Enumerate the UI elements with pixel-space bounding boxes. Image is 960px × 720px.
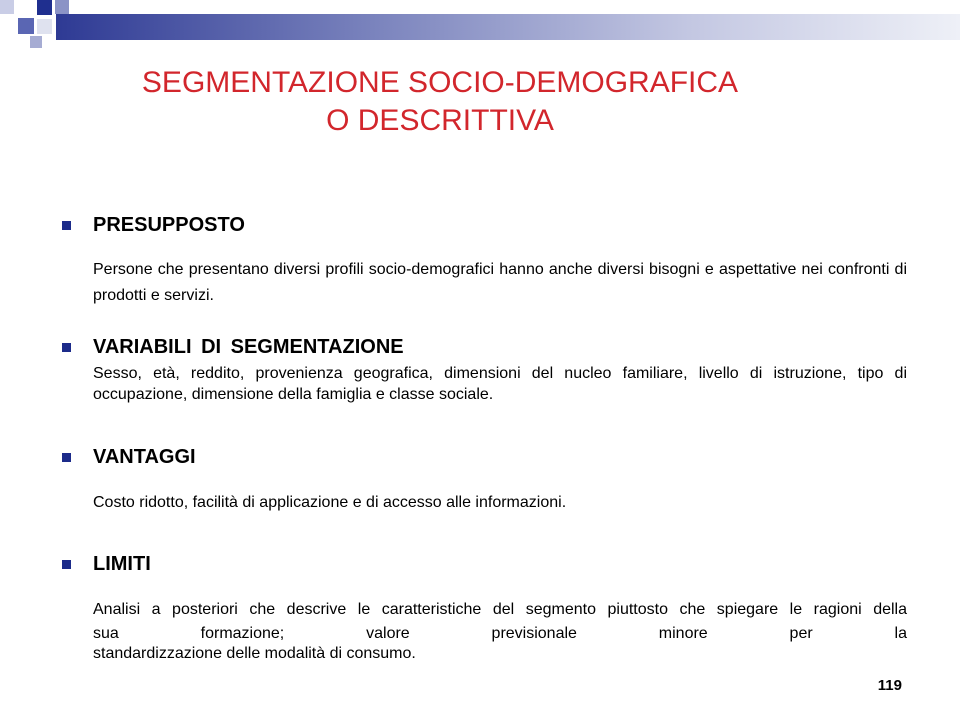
square-bullet-icon bbox=[62, 560, 71, 569]
header-gradient-bar bbox=[56, 14, 960, 40]
section-text bbox=[93, 598, 907, 662]
decor-square bbox=[0, 0, 14, 14]
section-presupposto bbox=[62, 214, 907, 309]
decor-square bbox=[37, 19, 52, 34]
square-bullet-icon bbox=[62, 221, 71, 230]
decor-square bbox=[30, 36, 42, 48]
slide-title-line1: SEGMENTAZIONE SOCIO-DEMOGRAFICA bbox=[141, 66, 739, 99]
section-heading: LIMITI bbox=[93, 553, 151, 575]
section-text-last-line: standardizzazione delle modalità di consumo. bbox=[93, 645, 416, 662]
decor-square bbox=[55, 0, 69, 14]
page-number: 119 bbox=[877, 677, 902, 694]
section-heading: VARIABILI DI SEGMENTAZIONE bbox=[93, 336, 404, 358]
section-heading: PRESUPPOSTO bbox=[93, 214, 245, 236]
section-text-main: Analisi a posteriori che descrive le caratteristiche del segmento piuttosto che spiegare le ragioni della sua formazione; valore previsionale minore per la bbox=[93, 601, 907, 642]
square-bullet-icon bbox=[62, 343, 71, 352]
section-text: Sesso, età, reddito, provenienza geografica, dimensioni del nucleo familiare, livello di istruzione, tipo di occupazione, dimensione della famiglia e classe sociale. bbox=[93, 365, 907, 403]
slide-title bbox=[40, 64, 840, 140]
section-heading: VANTAGGI bbox=[93, 446, 196, 468]
section-limiti bbox=[62, 553, 907, 662]
decor-square bbox=[37, 0, 52, 15]
section-text: Costo ridotto, facilità di applicazione e di accesso alle informazioni. bbox=[93, 494, 567, 511]
section-variabili bbox=[62, 336, 907, 405]
section-text: Persone che presentano diversi profili socio-demografici hanno anche diversi bisogni e aspettative nei confronti di prodotti e servizi. bbox=[93, 261, 907, 304]
section-vantaggi bbox=[62, 446, 907, 514]
square-bullet-icon bbox=[62, 453, 71, 462]
slide-title-line2: O DESCRITTIVA bbox=[326, 104, 554, 137]
decor-square bbox=[18, 18, 34, 34]
